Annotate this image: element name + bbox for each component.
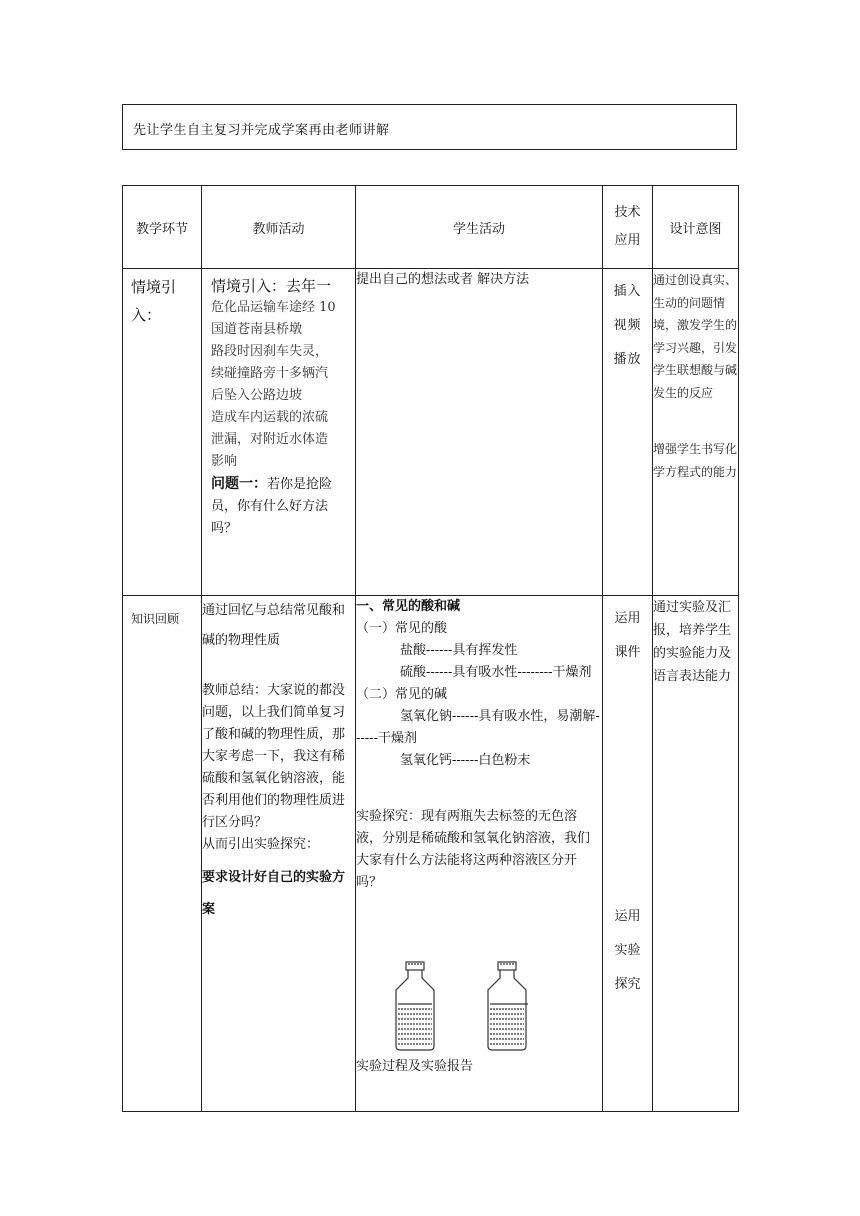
header-stage: 教学环节 [123,186,202,269]
scenario-line: 后坠入公路边坡 [211,388,303,403]
teacher-intro: 通过回忆与总结常见酸和碱的物理性质 [202,603,346,648]
teacher-cell [202,269,356,596]
tech-item: 课件 [614,645,641,660]
tech-item: 实验 [614,943,641,958]
review-title: 一、常见的酸和碱 [356,599,461,614]
base-heading: （二）常见的碱 [356,687,448,702]
stage-label: 情境引入： [131,278,177,324]
bottle-icon [488,962,528,1050]
scenario-line: 造成车内运载的浓硫 [211,410,329,425]
header-tech [603,186,653,269]
scenario-lead: 情境引入：去年一 [211,277,332,295]
question-text: 若你是抢险员，你有什么好方法吗？ [211,477,333,536]
scenario-line: 泄漏，对附近水体造 [211,432,329,447]
header-row [123,186,739,269]
scenario-line: 影响 [211,454,238,469]
tech-item: 插入 [613,284,642,299]
explore-prompt: 实验探究：现有两瓶失去标签的无色溶液，分别是稀硫酸和氢氧化钠溶液，我们大家有什么方法能将这两种溶液区分开吗？ [356,809,591,890]
bottle-icons [356,960,596,1052]
question-label: 问题一： [211,476,267,492]
tech-item: 运用 [614,909,641,924]
scenario-line: 危化品运输车途经 10 [211,300,336,315]
design-cell [653,269,739,596]
scenario-line: 续碰撞路旁十多辆汽 [211,366,329,381]
report-caption: 实验过程及实验报告 [356,1059,474,1074]
acid-item: 硫酸------具有吸水性--------干燥剂 [400,665,592,680]
stage-cell [123,596,202,1112]
stage-cell [123,269,202,596]
tech-item: 播放 [613,352,642,367]
acid-item: 盐酸------具有挥发性 [400,643,518,658]
scenario-line: 路段时因刹车失灵， [211,344,329,359]
table-row [123,269,739,596]
tech-cell [603,269,653,596]
teacher-task: 要求设计好自己的实验方案 [202,870,346,917]
teacher-summary: 教师总结：大家说的都没问题，以上我们简单复习了酸和碱的物理性质，那大家考虑一下，我这有稀硫酸和氢氧化钠溶液，能否利用他们的物理性质进行区分吗？ [202,683,346,830]
reagent-bottles-illustration [356,960,602,1052]
base-item: 氢氧化钠------具有吸水性，易潮解------干燥剂 [356,709,600,746]
teacher-lead: 从而引出实验探究： [202,837,320,852]
header-student: 学生活动 [356,186,603,269]
header-design: 设计意图 [653,186,739,269]
student-cell [356,596,603,1112]
tech-item: 视频 [613,318,642,333]
header-tech-line1: 技术 [614,205,641,220]
tech-cell [603,596,653,1112]
header-teacher: 教师活动 [202,186,356,269]
tech-item: 运用 [614,611,641,626]
design-cell: 通过实验及汇报，培养学生的实验能力及语言表达能力 [653,596,739,1112]
scenario-line: 国道苍南县桥墩 [211,322,303,337]
teaching-note: 先让学生自主复习并完成学案再由老师讲解 [122,104,737,150]
stage-label: 知识回顾 [131,612,180,626]
teacher-cell [202,596,356,1112]
design-text: 通过创设真实、生动的问题情境，激发学生的学习兴趣，引发学生联想酸与碱发生的反应 [653,273,738,400]
design-text: 增强学生书写化学方程式的能力 [653,442,738,479]
header-tech-line2: 应用 [614,233,641,248]
acid-heading: （一）常见的酸 [356,621,448,636]
base-item: 氢氧化钙------白色粉末 [400,753,531,768]
lesson-plan-table [122,185,739,1112]
student-cell: 提出自己的想法或者 解决方法 [356,269,603,596]
bottle-icon [396,962,434,1050]
table-row [123,596,739,1112]
question-one [211,473,353,540]
tech-item: 探究 [614,977,641,992]
